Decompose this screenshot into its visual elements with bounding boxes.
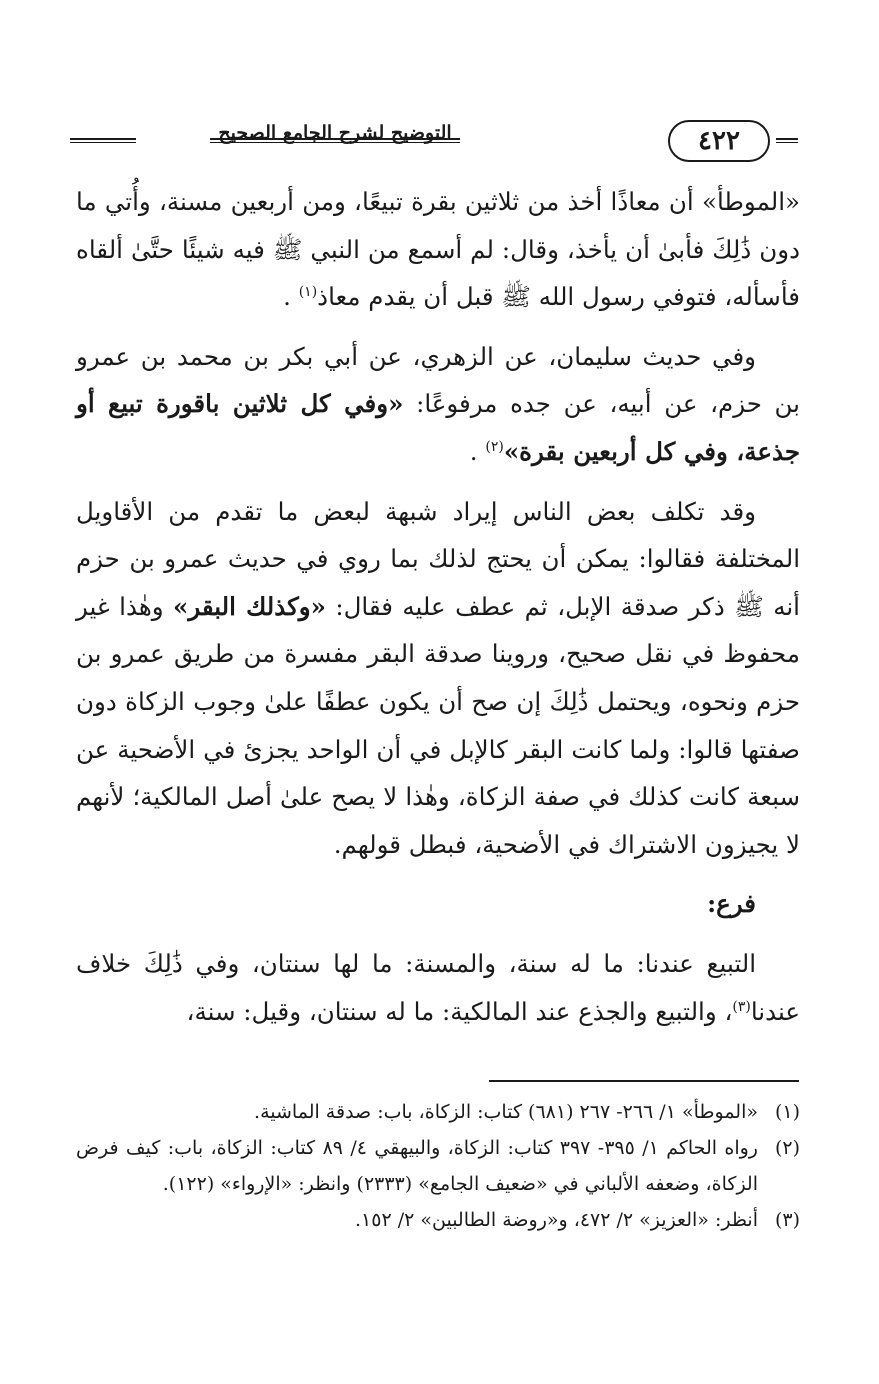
paragraph-4-text: التبيع عندنا: ما له سنة، والمسنة: ما لها سنتان، وفي ذَٰلِكَ خلاف عندنا bbox=[76, 948, 800, 1026]
footnote-text: «الموطأ» ١/ ٢٦٦- ٢٦٧ (٦٨١) كتاب: الزكاة، باب: صدقة الماشية. bbox=[254, 1101, 758, 1123]
footnote-number: (٣) bbox=[774, 1209, 800, 1231]
footnote-3 bbox=[76, 1202, 800, 1238]
paragraph-1 bbox=[76, 178, 800, 321]
paragraph-4-end: ، والتبيع والجذع عند المالكية: ما له سنتان، وقيل: سنة، bbox=[186, 996, 733, 1026]
footnote-ref-2[interactable]: (٢) bbox=[485, 438, 504, 455]
hadith-quote-2: «وكذلك البقر» bbox=[173, 591, 326, 621]
section-heading: فرع: bbox=[707, 889, 756, 919]
main-text bbox=[76, 178, 800, 1047]
footnote-ref-1[interactable]: (١) bbox=[298, 284, 318, 301]
paragraph-1-end: . bbox=[283, 282, 299, 312]
footnote-text: رواه الحاكم ١/ ٣٩٥- ٣٩٧ كتاب: الزكاة، والبيهقي ٤/ ٨٩ كتاب: الزكاة، باب: كيف فرض الزكاة، وضعفه الألباني في «ضعيف الجامع» (٢٣٣٣) وانظر: «الإرواء» (١٢٢). bbox=[76, 1137, 758, 1195]
paragraph-3-continuation: وهٰذا غير محفوظ في نقل صحيح، وروينا صدقة البقر مفسرة من طريق عمرو بن حزم ونحوه، ويحتمل ذَٰلِكَ إن صح أن يكون عطفًا علىٰ وجوب الزكاة دون صفتها قالوا: ولما كانت البقر كالإبل في أن الواحد يجزئ في الأضحية عن سبعة كانت كذلك في صفة الزكاة، وهٰذا لا يصح علىٰ أصل المالكية؛ لأنهم لا يجيزون الاشتراك في الأضحية، فبطل قولهم. bbox=[76, 591, 800, 859]
running-header bbox=[70, 118, 798, 164]
book-title: التوضيح لشرح الجامع الصحيح bbox=[218, 122, 452, 144]
footnote-1 bbox=[76, 1094, 800, 1130]
header-rule-left bbox=[70, 138, 136, 143]
footnote-number: (١) bbox=[774, 1101, 800, 1123]
paragraph-4 bbox=[76, 940, 800, 1035]
paragraph-2-end: . bbox=[469, 436, 486, 466]
footnote-2 bbox=[76, 1130, 800, 1202]
hadith-quote-1: «وفي كل ثلاثين باقورة تبيع أو جذعة، وفي كل أربعين بقرة» bbox=[76, 389, 800, 466]
footnote-ref-3[interactable]: (٣) bbox=[732, 998, 751, 1015]
paragraph-2 bbox=[76, 333, 800, 476]
footnote-text: أنظر: «العزيز» ٢/ ٤٧٢، و«روضة الطالبين» ٢/ ١٥٢. bbox=[354, 1209, 758, 1231]
footnote-number: (٢) bbox=[774, 1137, 800, 1159]
paragraph-1-text: «الموطأ» أن معاذًا أخذ من ثلاثين بقرة تبيعًا، ومن أربعين مسنة، وأُتي ما دون ذَٰلِكَ فأبىٰ أن يأخذ، وقال: لم أسمع من النبي ﷺ فيه شيئًا حتَّىٰ ألقاه فأسأله، فتوفي رسول الله ﷺ قبل أن يقدم معاذ bbox=[76, 187, 800, 312]
footnote-separator bbox=[489, 1080, 799, 1082]
page-number: ٤٢٢ bbox=[668, 120, 770, 162]
paragraph-3-text: وقد تكلف بعض الناس إيراد شبهة لبعض ما تقدم من الأقاويل المختلفة فقالوا: يمكن أن يحتج لذلك بما روي في حديث عمرو بن حزم أنه ﷺ ذكر صدقة الإبل، ثم عطف عليه فقال: bbox=[76, 496, 800, 621]
paragraph-3 bbox=[76, 488, 800, 869]
header-rule-right bbox=[776, 138, 798, 143]
paragraph-2-text: وفي حديث سليمان، عن الزهري، عن أبي بكر بن محمد بن عمرو بن حزم، عن أبيه، عن جده مرفوعًا: bbox=[76, 341, 801, 419]
footnotes bbox=[76, 1094, 800, 1238]
